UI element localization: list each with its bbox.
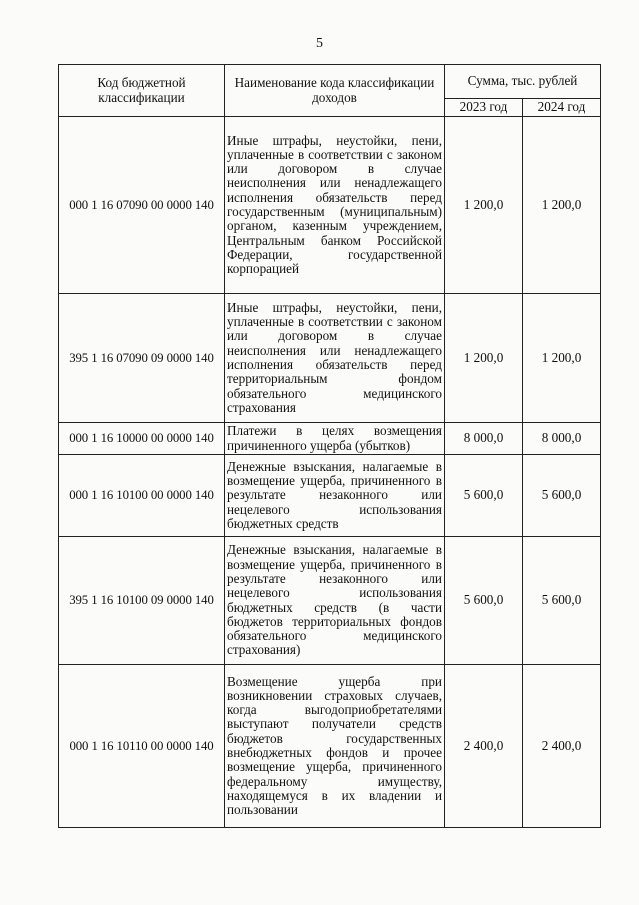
row-amount-2024: 2 400,0 xyxy=(523,665,601,828)
table-row xyxy=(59,294,601,423)
row-name: Денежные взыскания, налагаемые в возмещение ущерба, причиненного в результате незаконного или нецелевого использования бюджетных средств xyxy=(225,455,445,537)
row-name: Иные штрафы, неустойки, пени, уплаченные в соответствии с законом или договором в случае неисполнения или ненадлежащего исполнения обязательств перед государственным (муниципальным) органом, казенным учреждением, Центральным банком Российской Федерации, государственной корпорацией xyxy=(225,117,445,294)
budget-revenue-table xyxy=(58,64,601,828)
header-year-2024: 2024 год xyxy=(523,99,601,117)
table-row xyxy=(59,455,601,537)
row-name: Иные штрафы, неустойки, пени, уплаченные в соответствии с законом или договором в случае неисполнения или ненадлежащего исполнения обязательств перед территориальным фондом обязательного медицинского страхования xyxy=(225,294,445,423)
row-amount-2024: 5 600,0 xyxy=(523,537,601,665)
row-amount-2023: 1 200,0 xyxy=(445,117,523,294)
row-code: 000 1 16 10100 00 0000 140 xyxy=(59,455,225,537)
row-code: 000 1 16 10000 00 0000 140 xyxy=(59,423,225,455)
table-row xyxy=(59,665,601,828)
table-row xyxy=(59,423,601,455)
row-amount-2023: 5 600,0 xyxy=(445,537,523,665)
row-amount-2023: 1 200,0 xyxy=(445,294,523,423)
row-amount-2024: 1 200,0 xyxy=(523,294,601,423)
table-row xyxy=(59,117,601,294)
row-amount-2023: 8 000,0 xyxy=(445,423,523,455)
row-code: 000 1 16 07090 00 0000 140 xyxy=(59,117,225,294)
header-sum: Сумма, тыс. рублей xyxy=(445,65,601,99)
row-code: 395 1 16 07090 09 0000 140 xyxy=(59,294,225,423)
row-amount-2023: 2 400,0 xyxy=(445,665,523,828)
table-row xyxy=(59,537,601,665)
header-name: Наименование кода классификации доходов xyxy=(225,65,445,117)
header-year-2023: 2023 год xyxy=(445,99,523,117)
row-code: 000 1 16 10110 00 0000 140 xyxy=(59,665,225,828)
row-name: Платежи в целях возмещения причиненного ущерба (убытков) xyxy=(225,423,445,455)
row-code: 395 1 16 10100 09 0000 140 xyxy=(59,537,225,665)
row-name: Денежные взыскания, налагаемые в возмещение ущерба, причиненного в результате незаконного или нецелевого использования бюджетных средств (в части бюджетов территориальных фондов обязательного медицинского страхования) xyxy=(225,537,445,665)
header-code: Код бюджетной классификации xyxy=(59,65,225,117)
row-amount-2023: 5 600,0 xyxy=(445,455,523,537)
row-amount-2024: 5 600,0 xyxy=(523,455,601,537)
page-number: 5 xyxy=(316,36,323,51)
row-amount-2024: 1 200,0 xyxy=(523,117,601,294)
row-amount-2024: 8 000,0 xyxy=(523,423,601,455)
row-name: Возмещение ущерба при возникновении страховых случаев, когда выгодоприобретателями выступают получатели средств бюджетов государственных внебюджетных фондов и прочее возмещение ущерба, причиненного федеральному имуществу, находящемуся в их владении и пользовании xyxy=(225,665,445,828)
